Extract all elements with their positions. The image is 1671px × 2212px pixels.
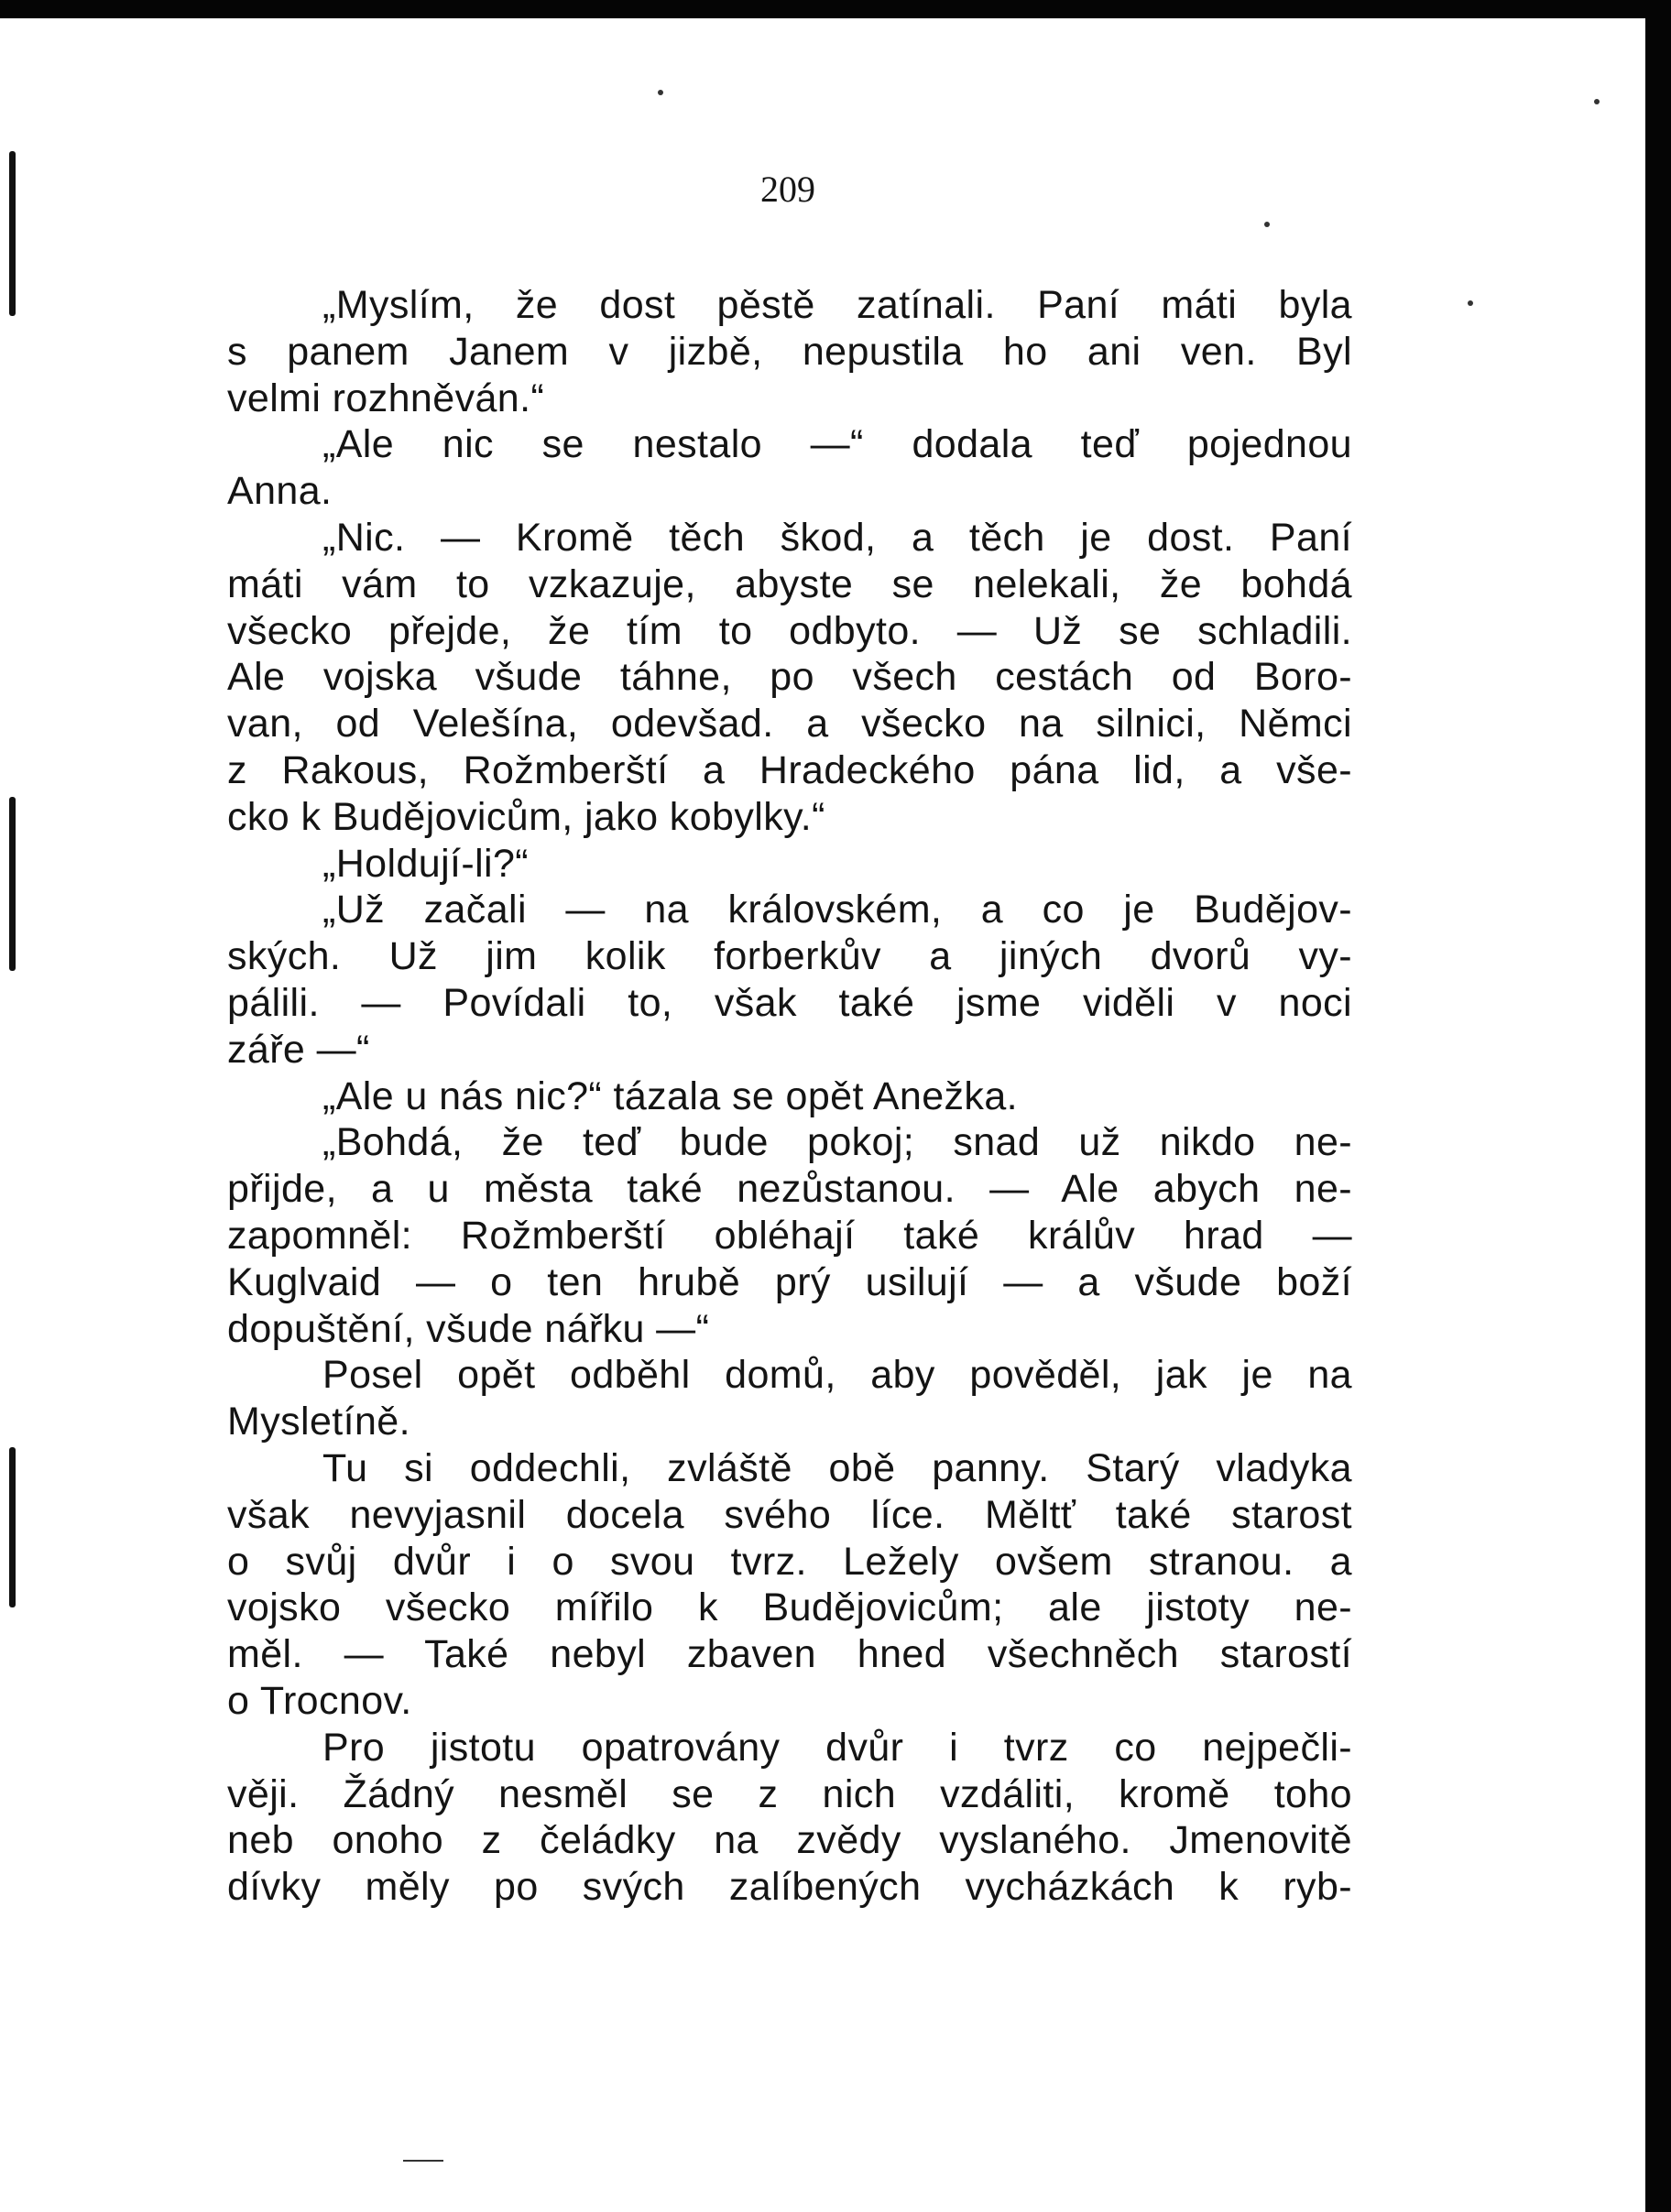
binding-mark [9,797,16,971]
text-line: Pro jistotu opatrovány dvůr i tvrz co nejpečli- [322,1725,1352,1770]
text-line: van, od Velešína, odevšad. a všecko na silnici, Němci [227,702,1352,746]
text-line: vojsko všecko mířilo k Budějovicům; ale jistoty ne- [227,1585,1352,1630]
text-line: o svůj dvůr i o svou tvrz. Ležely ovšem stranou. a [227,1539,1352,1584]
text-line: pálili. — Povídali to, však také jsme viděli v noci [227,980,1352,1025]
text-line: „Už začali — na královském, a co je Budějov- [322,888,1352,932]
text-line: záře —“ [227,1027,370,1072]
text-line: Posel opět odběhl domů, aby pověděl, jak je na [322,1353,1352,1398]
text-line: velmi rozhněván.“ [227,376,545,420]
text-line: dopuštění, všude nářku —“ [227,1306,710,1351]
text-line: z Rakous, Rožmberští a Hradeckého pána lid, a vše- [227,747,1352,792]
scan-speck [1468,300,1473,306]
text-line: všecko přejde, že tím to odbyto. — Už se schladili. [227,608,1352,653]
text-line: zapomněl: Rožmberští obléhají také králův hrad — [227,1213,1352,1258]
text-line: věji. Žádný nesměl se z nich vzdáliti, kromě toho [227,1771,1352,1816]
scan-edge-top [0,0,1671,18]
scan-speck [1264,222,1270,227]
body-text [227,282,1352,1911]
text-line: měl. — Také nebyl zbaven hned všechněch starostí [227,1632,1352,1677]
scan-edge-right [1645,0,1671,2212]
scan-edge-left [0,18,13,2212]
binding-mark [9,1447,16,1607]
text-line: neb onoho z čeládky na zvědy vyslaného. Jmenovitě [227,1818,1352,1863]
scan-speck [658,90,663,95]
text-line: Anna. [227,469,333,514]
text-line: máti vám to vzkazuje, abyste se nelekali, že bohdá [227,561,1352,606]
page-number: 209 [760,169,815,210]
text-line: s panem Janem v jizbě, nepustila ho ani ven. Byl [227,329,1352,374]
text-line: Ale vojska všude táhne, po všech cestách od Boro- [227,655,1352,700]
text-line: Mysletíně. [227,1400,410,1444]
text-line: „Bohdá, že teď bude pokoj; snad už nikdo ne- [322,1120,1352,1165]
text-line: o Trocnov. [227,1678,412,1723]
text-line: přijde, a u města také nezůstanou. — Ale abych ne- [227,1167,1352,1212]
bottom-rule [403,2160,443,2162]
text-line: Tu si oddechli, zvláště obě panny. Starý vladyka [322,1445,1352,1490]
text-line: „Holdují-li?“ [322,841,530,886]
text-line: Kuglvaid — o ten hrubě prý usilují — a všude boží [227,1259,1352,1304]
text-line: ských. Už jim kolik forberkův a jiných dvorů vy- [227,934,1352,979]
text-line: „Ale nic se nestalo —“ dodala teď pojednou [322,422,1352,467]
text-line: dívky měly po svých zalíbených vycházkách k ryb- [227,1865,1352,1910]
text-line: „Myslím, že dost pěstě zatínali. Paní máti byla [322,283,1352,327]
scan-speck [1594,99,1600,104]
text-line: však nevyjasnil docela svého líce. Měltť také starost [227,1492,1352,1537]
text-line: „Nic. — Kromě těch škod, a těch je dost. Paní [322,515,1352,560]
text-line: cko k Budějovicům, jako kobylky.“ [227,794,825,839]
text-line: „Ale u nás nic?“ tázala se opět Anežka. [322,1073,1018,1118]
